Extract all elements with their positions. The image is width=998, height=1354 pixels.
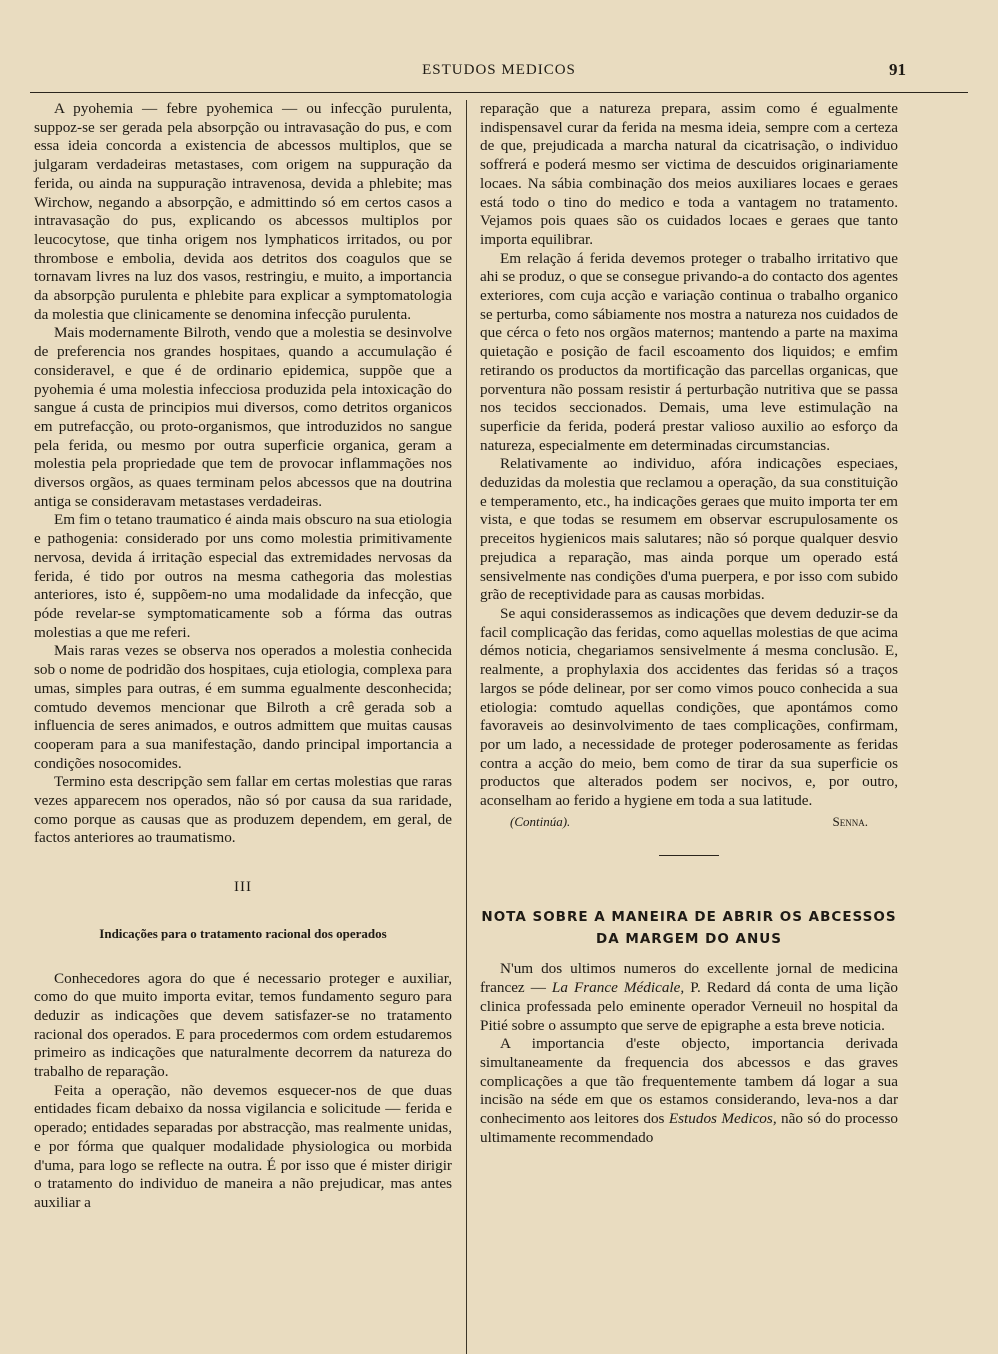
section-number: III (234, 879, 252, 896)
text-run: não só do processo ultimamente recommendado (480, 1110, 899, 1146)
left-column (34, 100, 452, 1213)
journal-name: Estudos Medicos, (668, 1110, 777, 1128)
paragraph: Em fim o tetano traumatico é ainda mais obscuro na sua etiologia e pathogenia: considerado por uns como molestia primitivamente nervosa, devida á irritação especial das extremidades nervosas da ferida, é tido por outros na mesma cathegoria das molestias anteriores, isto é, suppõem-no uma modalidade da infecção, que póde revelar-se symptomaticamente sob a fórma das outras molestias a que me referi. (34, 511, 452, 641)
article-title-line: NOTA SOBRE A MANEIRA DE ABRIR OS ABCESSOS (481, 909, 897, 926)
section-title: Indicações para o tratamento racional dos operados (99, 925, 387, 941)
journal-name: La France Médicale, (551, 979, 685, 997)
paragraph: Feita a operação, não devemos esquecer-nos de que duas entidades ficam debaixo da nossa vigilancia e solicitude — ferida e operado; entidades separadas por abstracção, mas realmente unidas, e por fórma que qualquer modalidade physiologica ou morbida d'uma, para logo se reflecte na outra. É por isso que é mister dirigir o tratamento do individuo de maneira a não prejudicar, mas antes auxiliar a (34, 1081, 452, 1211)
right-column (480, 100, 898, 1147)
paragraph: Mais modernamente Bilroth, vendo que a molestia se desinvolve de preferencia nos grandes hospitaes, quando a accumulação é consideravel, e que é de ordinario epidemica, suppõe que a pyohemia é uma molestia infecciosa produzida pela intoxicação do sangue á custa de principios mui diversos, como detritos organicos em putrefacção, ou proto-organismos, que introduzidos no sangue pela ferida, ou mesmo por outra superficie organica, geram a molestia pela propriedade que tem de provocar inflammações nos diversos orgãos, as quaes terminam pelos abcessos que na doutrina antiga se consideravam metastases verdadeiras. (34, 324, 452, 510)
paragraph: Relativamente ao individuo, afóra indicações especiaes, deduzidas da molestia que reclamou a operação, da sua constituição e temperamento, etc., ha indicações geraes que muito importa ter em vista, e que todas se resumem em observar escrupulosamente os preceitos hygienicos mais salutares; não só porque qualquer desvio prejudica a reparação, mas ainda porque um operado está sensivelmente nas condições d'uma puerpera, e por isso com subido grão de receptividade para as causas morbidas. (480, 455, 898, 604)
paragraph: Se aqui considerassemos as indicações que devem deduzir-se da facil complicação das feridas, como aquellas molestias de que acima démos noticia, chegariamos sensivelmente á mesma conclusão. E, realmente, a prophylaxia dos accidentes das feridas só a traços largos se póde delinear, por ser como vimos pouco conhecida a sua etiologia: comtudo aquellas condições, que apontámos como favoraveis ao desinvolvimento de taes complicações, confirmam, por um lado, a necessidade de proteger poderosamente as feridas contra a acção do meio, bem como de tirar da sua superficie os productos que alterados podem ser nocivos, e, por outro, aconselham ao ferido a hygiene em toda a sua latitude. (480, 604, 898, 810)
running-title: ESTUDOS MEDICOS (422, 62, 576, 78)
header-rule (30, 92, 968, 93)
paragraph: Em relação á ferida devemos proteger o trabalho irritativo que ahi se produz, o que se consegue privando-a do contacto dos agentes exteriores, com cuja acção e variação continua o trabalho organico se perturba, como sábiamente nos mostra a natureza nos cuidados de que cérca o feto nos orgãos maternos; mantendo a parte na maxima quietação e posição de facil escoamento dos liquidos; e emfim retirando os productos da mortificação das parcellas organicas, que porventura não possam resistir á perturbação nutritiva que se passa nos tecidos seccionados. Demais, uma leve estimulação na superficie da ferida, poderá prestar valioso auxilio ao esforço da natureza, especialmente em determinadas circumstancias. (480, 249, 898, 454)
article-title-line: DA MARGEM DO ANUS (596, 931, 782, 948)
paragraph: A pyohemia — febre pyohemica — ou infecção purulenta, suppoz-se ser gerada pela absorpção ou intravasação do pus, e com essa ideia concorda a existencia de abcessos multiplos, que se julgaram verdadeiras metastases, com origem na suppuração da ferida, ou ainda na suppuração intravenosa, devida a phlebite; mas Wirchow, negando a absorpção, e admittindo só em certos casos a intravasação do pus, explicando os abcessos multiplos por leucocytose, que tinha origem nos lymphaticos irritados, ou por thrombose e embolia, devida aos detritos dos coagulos que se tornavam livres na luz dos vasos, restringiu, e muito, a importancia da absorpção purulenta e phlebite para explicar a symptomatologia da molestia que clinicamente se denomina infecção purulenta. (34, 100, 452, 323)
column-divider (466, 100, 467, 1354)
text-run: A importancia d'este objecto, importancia derivada simultaneamente da frequencia dos abcessos e das graves complicações a que tão frequentemente tambem dá logar a sua incisão na séde em que os estamos considerando, leva-nos a dar conhecimento aos leitores dos (480, 1035, 898, 1128)
paragraph: Mais raras vezes se observa nos operados a molestia conhecida sob o nome de podridão dos hospitaes, cuja etiologia, complexa para umas, simples para outras, é em summa egualmente desconhecida; comtudo devemos mencionar que Bilroth a crê gerada sob a influencia de seres animados, e outros admittem que muitas causas cooperam para a sua manifestação, dando principal importancia a condições nosocomides. (34, 642, 452, 772)
page-header (30, 60, 968, 84)
paragraph (480, 960, 898, 1035)
paragraph (480, 1035, 898, 1147)
paragraph: Termino esta descripção sem fallar em certas molestias que raras vezes apparecem nos operados, não só por causa da sua raridade, como porque as causas que as produzem dependem, em geral, de factos anteriores ao traumatismo. (34, 773, 452, 847)
paragraph: Conhecedores agora do que é necessario proteger e auxiliar, como do que muito importa evitar, temos fundamento seguro para deduzir as indicações que devem satisfazer-se no tratamento racional dos operados. E para procedermos com ordem estudaremos primeiro as indicações que naturalmente decorrem da natureza do trabalho de reparação. (34, 969, 452, 1081)
signature-row (480, 813, 898, 832)
author-signature: Senna. (832, 813, 868, 829)
text-run: P. Redard dá conta de uma lição clinica professada pelo eminente operador Verneuil no hospital da Pitié sobre o assumpto que serve de epigraphe a esta breve noticia. (480, 979, 898, 1034)
page-number: 91 (889, 60, 906, 79)
text-run: N'um dos ultimos numeros do excellente jornal de medicina francez — (480, 960, 898, 997)
paragraph: reparação que a natureza prepara, assim como é egualmente indispensavel curar da ferida na mesma ideia, sempre com a certeza de que, prejudicada a marcha natural da cicatrisação, o individuo soffrerá e poderá mesmo ser victima de descuidos originariamente locaes. Na sábia combinação dos meios auxiliares locaes e geraes está todo o tino do medico e toda a vantagem no tratamento. Vejamos pois quaes são os cuidados locaes e geraes que tanto importa equilibrar. (480, 100, 898, 248)
section-divider (659, 855, 719, 856)
continued-note: (Continúa). (510, 813, 571, 829)
article-title (480, 906, 898, 950)
